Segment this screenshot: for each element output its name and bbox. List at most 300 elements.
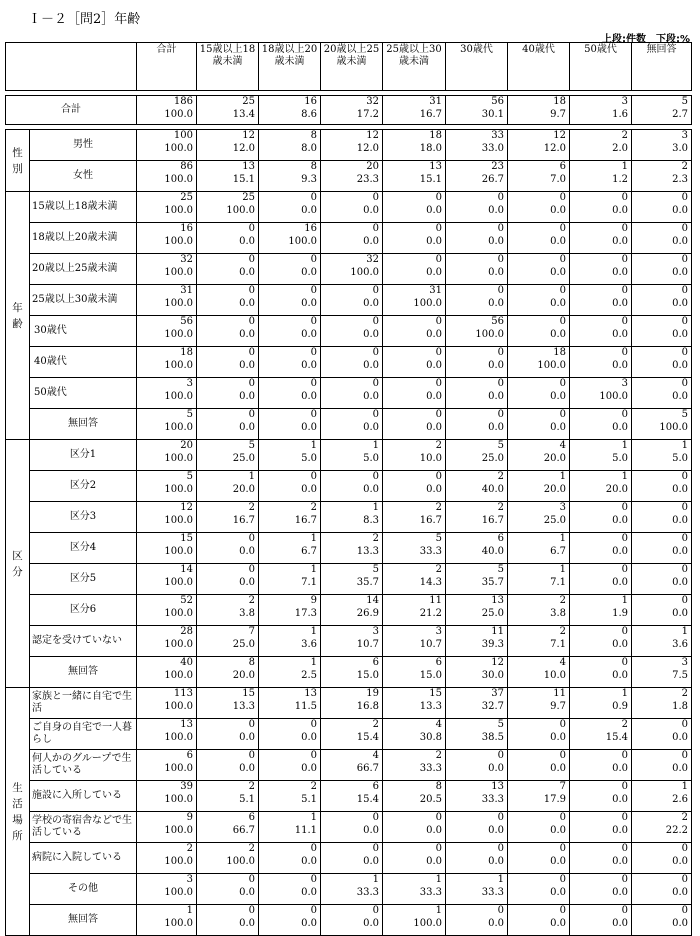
percent-value: 100.0 <box>413 297 442 309</box>
value-cell <box>197 440 259 471</box>
value-cell <box>570 874 632 905</box>
value-cell <box>446 440 508 471</box>
percent-value: 39.3 <box>481 638 504 650</box>
count-value: 4 <box>559 440 566 451</box>
count-value: 25 <box>180 192 193 203</box>
count-value: 52 <box>180 595 193 606</box>
value-cell <box>137 440 197 471</box>
value-cell <box>570 657 632 688</box>
percent-value: 33.3 <box>481 886 504 898</box>
count-value: 56 <box>180 316 193 327</box>
count-value: 20 <box>180 440 193 451</box>
value-cell <box>446 595 508 626</box>
value-cell <box>321 440 383 471</box>
percent-value: 20.0 <box>605 483 628 495</box>
percent-value: 0.0 <box>488 917 504 929</box>
value-cell <box>570 161 632 192</box>
count-value: 0 <box>435 812 442 823</box>
percent-value: 16.7 <box>419 108 442 120</box>
percent-value: 12.0 <box>543 142 566 154</box>
percent-value: 0.0 <box>488 359 504 371</box>
percent-value: 3.6 <box>672 638 688 650</box>
count-value: 6 <box>248 812 255 823</box>
count-value: 33 <box>491 130 504 141</box>
value-cell <box>321 130 383 161</box>
count-value: 0 <box>621 781 628 792</box>
count-value: 12 <box>242 130 255 141</box>
value-cell <box>321 533 383 564</box>
value-cell <box>508 161 570 192</box>
count-value: 18 <box>180 347 193 358</box>
value-cell <box>321 781 383 812</box>
count-value: 18 <box>553 347 566 358</box>
count-value: 2 <box>435 502 442 513</box>
value-cell <box>259 440 321 471</box>
count-value: 0 <box>621 285 628 296</box>
percent-value: 0.0 <box>301 421 317 433</box>
header-row <box>6 43 692 91</box>
row-label: 15歳以上18歳未満 <box>30 192 137 223</box>
value-cell <box>383 812 446 843</box>
group-label-char: 所 <box>12 829 23 842</box>
percent-value: 30.0 <box>481 669 504 681</box>
percent-value: 18.0 <box>419 142 442 154</box>
percent-value: 0.0 <box>550 886 566 898</box>
percent-value: 0.0 <box>301 762 317 774</box>
count-value: 23 <box>491 161 504 172</box>
percent-value: 0.0 <box>550 855 566 867</box>
value-cell <box>446 750 508 781</box>
count-value: 0 <box>310 285 317 296</box>
value-cell <box>321 812 383 843</box>
percent-value: 100.0 <box>164 700 193 712</box>
value-cell <box>383 192 446 223</box>
count-value: 0 <box>435 316 442 327</box>
count-value: 0 <box>372 905 379 916</box>
value-cell <box>570 781 632 812</box>
count-value: 0 <box>621 502 628 513</box>
count-value: 3 <box>559 502 566 513</box>
value-cell <box>259 316 321 347</box>
value-cell <box>321 192 383 223</box>
percent-value: 0.9 <box>612 700 628 712</box>
percent-value: 0.0 <box>363 297 379 309</box>
percent-value: 0.0 <box>672 731 688 743</box>
count-value: 0 <box>681 719 688 730</box>
value-cell <box>570 347 632 378</box>
percent-value: 15.0 <box>419 669 442 681</box>
percent-value: 10.7 <box>419 638 442 650</box>
value-cell <box>137 874 197 905</box>
percent-value: 100.0 <box>475 328 504 340</box>
percent-value: 0.0 <box>550 917 566 929</box>
count-value: 0 <box>621 657 628 668</box>
value-cell <box>259 626 321 657</box>
value-cell <box>570 96 632 125</box>
count-value: 1 <box>621 440 628 451</box>
count-value: 0 <box>559 812 566 823</box>
table-row <box>6 285 692 316</box>
percent-value: 7.0 <box>550 173 566 185</box>
percent-value: 33.3 <box>419 762 442 774</box>
value-cell <box>259 254 321 285</box>
value-cell <box>383 719 446 750</box>
percent-value: 5.0 <box>612 452 628 464</box>
count-value: 11 <box>553 688 566 699</box>
percent-value: 0.0 <box>363 359 379 371</box>
percent-value: 7.1 <box>550 576 566 588</box>
count-value: 0 <box>621 533 628 544</box>
table-row <box>6 719 692 750</box>
value-cell <box>383 781 446 812</box>
column-header: 18歳以上20歳未満 <box>259 43 321 91</box>
value-cell <box>259 843 321 874</box>
row-label: 男性 <box>30 130 137 161</box>
percent-value: 22.2 <box>665 824 688 836</box>
value-cell <box>197 719 259 750</box>
table-row <box>6 688 692 719</box>
count-value: 0 <box>248 378 255 389</box>
count-value: 1 <box>310 812 317 823</box>
count-value: 39 <box>180 781 193 792</box>
count-value: 0 <box>681 843 688 854</box>
value-cell <box>137 285 197 316</box>
percent-value: 100.0 <box>537 359 566 371</box>
percent-value: 3.6 <box>301 638 317 650</box>
count-value: 2 <box>248 843 255 854</box>
percent-value: 9.7 <box>550 700 566 712</box>
percent-value: 0.0 <box>550 421 566 433</box>
count-value: 0 <box>621 750 628 761</box>
value-cell <box>508 874 570 905</box>
row-label: 区分4 <box>30 533 137 564</box>
percent-value: 33.3 <box>356 886 379 898</box>
percent-value: 0.0 <box>672 235 688 247</box>
count-value: 2 <box>559 626 566 637</box>
value-cell <box>259 96 321 125</box>
value-cell <box>137 130 197 161</box>
value-cell <box>197 409 259 440</box>
value-cell <box>446 285 508 316</box>
count-value: 2 <box>372 533 379 544</box>
value-cell <box>632 688 692 719</box>
percent-value: 26.7 <box>481 173 504 185</box>
group-label-char: 齢 <box>12 317 23 330</box>
percent-value: 0.0 <box>426 855 442 867</box>
value-cell <box>632 440 692 471</box>
value-cell <box>321 471 383 502</box>
value-cell <box>383 843 446 874</box>
row-label: 区分1 <box>30 440 137 471</box>
percent-value: 100.0 <box>164 328 193 340</box>
table-row <box>6 223 692 254</box>
count-value: 1 <box>310 657 317 668</box>
count-value: 13 <box>491 781 504 792</box>
value-cell <box>383 750 446 781</box>
count-value: 0 <box>497 223 504 234</box>
count-value: 1 <box>310 564 317 575</box>
percent-value: 3.8 <box>239 607 255 619</box>
value-cell <box>446 471 508 502</box>
group-label-char: 分 <box>12 565 23 578</box>
row-label: 何人かのグループで生活している <box>30 750 137 781</box>
value-cell <box>259 905 321 936</box>
count-value: 3 <box>372 626 379 637</box>
count-value: 32 <box>366 96 379 107</box>
column-header: 40歳代 <box>508 43 570 91</box>
value-cell <box>508 96 570 125</box>
percent-value: 0.0 <box>672 266 688 278</box>
value-cell <box>446 130 508 161</box>
table-row <box>6 812 692 843</box>
percent-value: 2.3 <box>672 173 688 185</box>
percent-value: 13.3 <box>356 545 379 557</box>
value-cell <box>197 564 259 595</box>
count-value: 7 <box>248 626 255 637</box>
percent-value: 1.9 <box>612 607 628 619</box>
percent-value: 0.0 <box>426 390 442 402</box>
count-value: 0 <box>435 843 442 854</box>
count-value: 1 <box>497 874 504 885</box>
percent-value: 25.0 <box>481 607 504 619</box>
value-cell <box>383 874 446 905</box>
count-value: 6 <box>372 781 379 792</box>
count-value: 6 <box>186 750 193 761</box>
count-value: 0 <box>681 347 688 358</box>
count-value: 2 <box>248 502 255 513</box>
percent-value: 0.0 <box>612 576 628 588</box>
count-value: 0 <box>372 285 379 296</box>
count-value: 4 <box>372 750 379 761</box>
count-value: 0 <box>559 843 566 854</box>
count-value: 18 <box>553 96 566 107</box>
count-value: 5 <box>681 409 688 420</box>
count-value: 113 <box>173 688 193 699</box>
percent-value: 0.0 <box>672 514 688 526</box>
value-cell <box>632 316 692 347</box>
value-cell <box>570 688 632 719</box>
count-value: 0 <box>497 254 504 265</box>
percent-value: 0.0 <box>426 204 442 216</box>
value-cell <box>446 874 508 905</box>
value-cell <box>383 657 446 688</box>
table-row <box>6 595 692 626</box>
value-cell <box>632 285 692 316</box>
percent-value: 35.7 <box>481 576 504 588</box>
row-label: 区分6 <box>30 595 137 626</box>
row-label: 区分2 <box>30 471 137 502</box>
group-label-char: 性 <box>12 146 23 159</box>
count-value: 2 <box>435 440 442 451</box>
value-cell <box>632 254 692 285</box>
percent-value: 0.0 <box>301 297 317 309</box>
percent-value: 3.0 <box>672 142 688 154</box>
value-cell <box>321 719 383 750</box>
value-cell <box>321 657 383 688</box>
value-cell <box>259 502 321 533</box>
percent-value: 17.3 <box>294 607 317 619</box>
value-cell <box>321 409 383 440</box>
count-value: 8 <box>435 781 442 792</box>
value-cell <box>446 161 508 192</box>
value-cell <box>383 285 446 316</box>
count-value: 0 <box>248 905 255 916</box>
percent-value: 2.7 <box>672 108 688 120</box>
count-value: 0 <box>435 471 442 482</box>
count-value: 12 <box>491 657 504 668</box>
value-cell <box>197 502 259 533</box>
count-value: 2 <box>559 595 566 606</box>
percent-value: 0.0 <box>612 328 628 340</box>
value-cell <box>632 843 692 874</box>
percent-value: 100.0 <box>164 266 193 278</box>
percent-value: 20.0 <box>232 669 255 681</box>
count-value: 0 <box>681 874 688 885</box>
value-cell <box>570 192 632 223</box>
percent-value: 0.0 <box>239 421 255 433</box>
row-label: 認定を受けていない <box>30 626 137 657</box>
count-value: 2 <box>497 502 504 513</box>
percent-value: 100.0 <box>164 421 193 433</box>
percent-value: 100.0 <box>164 142 193 154</box>
count-value: 1 <box>621 471 628 482</box>
value-cell <box>570 378 632 409</box>
percent-value: 100.0 <box>164 452 193 464</box>
count-value: 0 <box>497 378 504 389</box>
percent-value: 0.0 <box>672 607 688 619</box>
count-value: 1 <box>681 781 688 792</box>
value-cell <box>383 595 446 626</box>
value-cell <box>137 96 197 125</box>
count-value: 186 <box>173 96 193 107</box>
value-cell <box>508 409 570 440</box>
value-cell <box>321 626 383 657</box>
percent-value: 0.0 <box>301 483 317 495</box>
percent-value: 0.0 <box>301 266 317 278</box>
percent-value: 0.0 <box>239 359 255 371</box>
percent-value: 16.7 <box>419 514 442 526</box>
count-value: 0 <box>559 254 566 265</box>
value-cell <box>383 626 446 657</box>
count-value: 0 <box>310 254 317 265</box>
count-value: 0 <box>248 750 255 761</box>
table-row <box>6 316 692 347</box>
percent-value: 30.1 <box>481 108 504 120</box>
count-value: 12 <box>553 130 566 141</box>
percent-value: 33.3 <box>481 793 504 805</box>
count-value: 0 <box>248 564 255 575</box>
count-value: 0 <box>248 719 255 730</box>
column-header: 50歳代 <box>570 43 632 91</box>
value-cell <box>137 657 197 688</box>
value-cell <box>508 843 570 874</box>
percent-value: 0.0 <box>426 483 442 495</box>
percent-value: 7.1 <box>301 576 317 588</box>
percent-value: 0.0 <box>612 762 628 774</box>
table-row <box>6 533 692 564</box>
percent-value: 100.0 <box>164 917 193 929</box>
value-cell <box>446 316 508 347</box>
count-value: 40 <box>180 657 193 668</box>
value-cell <box>137 750 197 781</box>
table-row <box>6 471 692 502</box>
percent-value: 13.3 <box>419 700 442 712</box>
percent-value: 12.0 <box>356 142 379 154</box>
value-cell <box>508 533 570 564</box>
percent-value: 15.1 <box>232 173 255 185</box>
value-cell <box>570 471 632 502</box>
column-header: 合計 <box>137 43 197 91</box>
page-title: Ｉ－２［問2］年齢 <box>28 12 141 27</box>
count-value: 1 <box>435 874 442 885</box>
value-cell <box>137 812 197 843</box>
value-cell <box>197 688 259 719</box>
count-value: 0 <box>372 223 379 234</box>
count-value: 0 <box>248 285 255 296</box>
value-cell <box>197 130 259 161</box>
value-cell <box>632 471 692 502</box>
percent-value: 15.0 <box>356 669 379 681</box>
value-cell <box>137 161 197 192</box>
value-cell <box>570 564 632 595</box>
row-label: 学校の寄宿舎などで生活している <box>30 812 137 843</box>
value-cell <box>259 223 321 254</box>
value-cell <box>259 533 321 564</box>
percent-value: 8.6 <box>301 108 317 120</box>
percent-value: 100.0 <box>164 607 193 619</box>
count-value: 0 <box>372 471 379 482</box>
count-value: 0 <box>681 905 688 916</box>
value-cell <box>197 595 259 626</box>
crosstab-table <box>5 42 692 936</box>
count-value: 8 <box>248 657 255 668</box>
count-value: 15 <box>242 688 255 699</box>
percent-value: 100.0 <box>288 235 317 247</box>
percent-value: 0.0 <box>612 514 628 526</box>
table-row <box>6 905 692 936</box>
value-cell <box>259 812 321 843</box>
count-value: 0 <box>621 409 628 420</box>
percent-value: 0.0 <box>239 731 255 743</box>
value-cell <box>632 223 692 254</box>
corner-cell <box>6 43 137 91</box>
count-value: 9 <box>186 812 193 823</box>
value-cell <box>259 192 321 223</box>
value-cell <box>508 502 570 533</box>
percent-value: 100.0 <box>164 762 193 774</box>
count-value: 2 <box>681 812 688 823</box>
percent-value: 30.8 <box>419 731 442 743</box>
value-cell <box>137 409 197 440</box>
percent-value: 0.0 <box>612 886 628 898</box>
percent-value: 11.1 <box>294 824 317 836</box>
percent-value: 0.0 <box>239 917 255 929</box>
value-cell <box>383 533 446 564</box>
table-row <box>6 502 692 533</box>
count-value: 14 <box>366 595 379 606</box>
count-value: 14 <box>180 564 193 575</box>
row-label: 20歳以上25歳未満 <box>30 254 137 285</box>
percent-value: 0.0 <box>426 328 442 340</box>
percent-value: 15.1 <box>419 173 442 185</box>
count-value: 0 <box>621 812 628 823</box>
table-row <box>6 564 692 595</box>
percent-value: 3.8 <box>550 607 566 619</box>
count-value: 2 <box>621 130 628 141</box>
value-cell <box>197 96 259 125</box>
count-value: 1 <box>559 564 566 575</box>
percent-value: 0.0 <box>363 204 379 216</box>
